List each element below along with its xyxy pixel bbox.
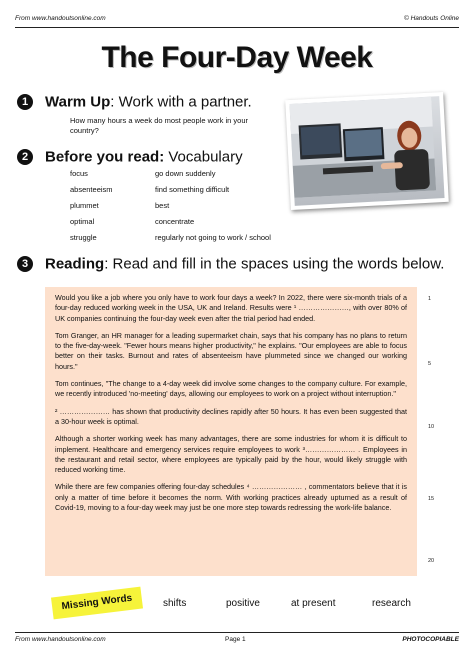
missing-word: shifts — [163, 598, 187, 609]
warmup-instruction: : Work with a partner. — [110, 93, 252, 111]
line-number: 10 — [428, 424, 435, 430]
missing-word: research — [372, 598, 411, 609]
vocab-subtitle: Vocabulary — [164, 148, 243, 166]
page-footer — [15, 632, 459, 645]
line-number: 15 — [428, 496, 435, 502]
passage-paragraph: Tom continues, "The change to a 4-day week did involve some changes to the company culture. For example, we recently introduced 'no-meeting' days, allowing our employees to work on a project without interruption." — [55, 379, 407, 399]
vocab-row — [70, 217, 310, 233]
vocab-word: optimal — [70, 217, 95, 226]
section-number-1: 1 — [17, 94, 33, 110]
line-number: 20 — [428, 558, 435, 564]
section-number-2: 2 — [17, 149, 33, 165]
page-header — [15, 15, 459, 28]
reading-passage — [45, 287, 417, 576]
warmup-heading — [17, 93, 252, 111]
reading-instruction: : Read and fill in the spaces using the words below. — [104, 255, 445, 273]
vocab-definition: regularly not going to work / school — [155, 233, 271, 242]
vocab-row — [70, 201, 310, 217]
page-title: The Four-Day Week — [101, 41, 373, 74]
warmup-question: How many hours a week do most people work in your country? — [70, 116, 249, 135]
vocab-title: Before you read: — [45, 148, 165, 166]
vocab-word: focus — [70, 169, 88, 178]
missing-word: at present — [291, 598, 336, 609]
line-number: 5 — [428, 361, 432, 367]
vocab-heading — [17, 148, 243, 166]
header-source: From www.handoutsonline.com — [15, 15, 106, 22]
missing-word: positive — [226, 598, 260, 609]
vocab-row — [70, 233, 310, 249]
section-number-3: 3 — [17, 256, 33, 272]
missing-words-label: Missing Words — [51, 587, 143, 620]
passage-paragraph: Although a shorter working week has many advantages, there are some industries for whom it is difficult to implement. Healthcare and emergency services require employees to work ³………………… . Employees in the restaurant and retail sector, where employees are typically paid by the hour, would likely struggle with reduced working time. — [55, 434, 407, 475]
vocab-word: struggle — [70, 233, 97, 242]
vocab-definition: go down suddenly — [155, 169, 216, 178]
line-number: 1 — [428, 296, 432, 302]
vocab-definition: find something difficult — [155, 185, 230, 194]
vocab-word: plummet — [70, 201, 99, 210]
footer-page-number: Page 1 — [225, 636, 246, 643]
vocab-definition: best — [155, 201, 170, 210]
office-worker-image — [289, 97, 436, 198]
footer-photocopiable: PHOTOCOPIABLE — [402, 636, 459, 643]
footer-source: From www.handoutsonline.com — [15, 636, 106, 643]
vocab-row — [70, 169, 310, 185]
passage-paragraph: ² ………………… has shown that productivity declines rapidly after 50 hours. It has even been suggested that a 30-hour week is optimal. — [55, 406, 407, 426]
warmup-title: Warm Up — [45, 93, 111, 111]
passage-paragraph: Tom Granger, an HR manager for a leading supermarket chain, says that his company has no plans to return to the five-day-week. "Fewer hours means higher productivity," he explains. "Our employees are able to focus better on their tasks. Burnout and rates of absenteeism have plummeted since we changed our working hours." — [55, 330, 407, 371]
header-copyright: © Handouts Online — [403, 15, 459, 22]
vocab-row — [70, 185, 310, 201]
reading-title: Reading — [45, 255, 105, 273]
passage-paragraph: Would you like a job where you only have to work four days a week? In 2022, there were six-month trials of a four-day reduced working week in the USA, UK and Ireland. Results were ¹ …………………, with over 80% of UK companies continuing the four-day week even after the trial period had ended. — [55, 293, 407, 323]
vocab-table — [70, 169, 310, 249]
reading-heading — [17, 255, 444, 273]
passage-paragraph: While there are few companies offering four-day schedules ⁴ ………………… , commentators believe that it is only a matter of time before it becomes the norm. With working practices already upturned as a result of Covid-19, moving to a four-day week may just be one more step towards redressing the work-life balance. — [55, 482, 407, 513]
vocab-word: absenteeism — [70, 185, 113, 194]
vocab-definition: concentrate — [155, 217, 195, 226]
